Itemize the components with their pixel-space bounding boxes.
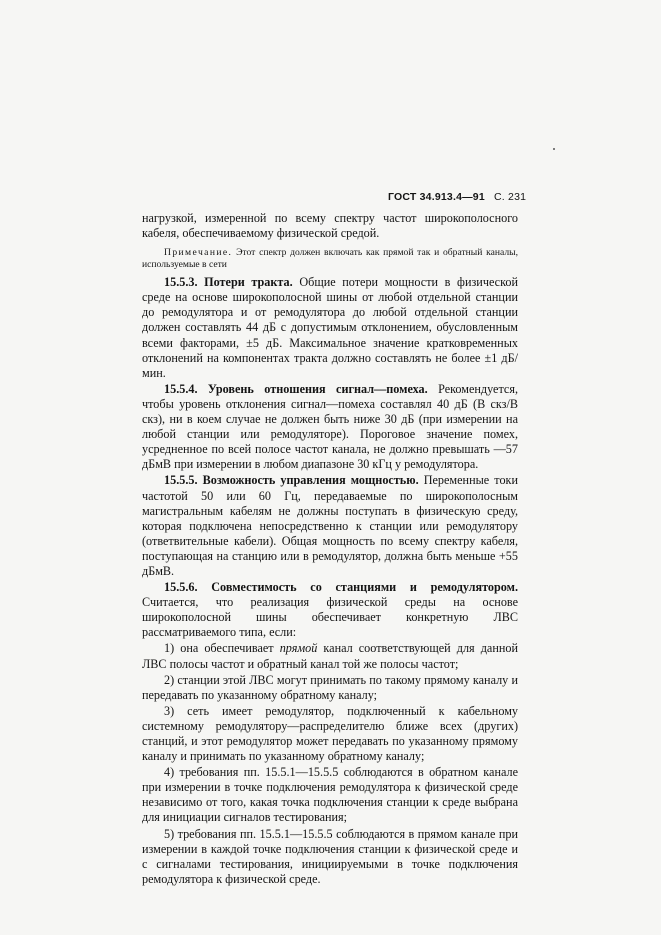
list-item-text: 2) станции этой ЛВС могут принимать по такому прямому каналу и передавать по указанному обратному каналу;: [142, 672, 518, 702]
section-text: Рекомендуется, чтобы уровень отклонения сигнал—помеха составлял 40 дБ (В скз/В скз), ни в коем случае не должен быть ниже 30 дБ (при измерении на любой станции или ремодуляторе). Пороговое значение помех, усредненное по всей полосе частот канала, не должно превышать —57 дБмВ при измерении в любом диапазоне 30 кГц у ремодулятора.: [142, 381, 518, 472]
section-heading: 15.5.6. Совместимость со станциями и ремодулятором.: [164, 580, 518, 595]
page-header: [388, 191, 526, 203]
section-15-5-4: [142, 382, 518, 473]
list-item-text: 5) требования пп. 15.5.1—15.5.5 соблюдаются в прямом канале при измерении в каждой точке подключения станции к физической среде и с сигналами тестирования, инициируемыми в точке подключения ремодулятора к физической среде.: [142, 826, 518, 886]
list-item-5: [142, 827, 518, 887]
list-item-pre: 1) она обеспечивает: [164, 641, 280, 656]
continuation-paragraph: [142, 211, 518, 241]
list-item-emphasis: прямой: [279, 641, 318, 656]
section-text: Общие потери мощности в физической среде на основе широкополосной шины от любой отдельной станции до ремодулятора и от ремодулятора до любой отдельной станции должен составлять 44 дБ с допустимым отклонением, обусловленным всеми факторами, ±5 дБ. Максимальное значение кратковременных отклонений на компонентах тракта должно составлять не более ±1 дБ/мин.: [142, 275, 518, 380]
document-body: [142, 211, 518, 888]
list-item-text: канал соответствующей для данной ЛВС полосы частот и обратный канал той же полосы частот;: [142, 641, 519, 671]
list-item-1: [142, 641, 518, 671]
section-15-5-6: [142, 580, 518, 640]
list-item-text: 4) требования пп. 15.5.1—15.5.5 соблюдаются в обратном канале при измерении в точке подключения ремодулятора к физической среде независимо от того, какая точка подключения станции к среде выбрана для инициации сигналов тестирования;: [142, 765, 518, 825]
note-label: Примечание.: [164, 247, 233, 259]
list-item-4: [142, 765, 518, 825]
list-item-2: [142, 673, 518, 703]
section-15-5-5: [142, 473, 518, 579]
section-heading: 15.5.5. Возможность управления мощностью.: [164, 473, 419, 488]
section-15-5-3: [142, 275, 518, 381]
list-item-text: 3) сеть имеет ремодулятор, подключенный к кабельному системному ремодулятору—распределителю ближе всех (других) станций, и этот ремодулятор может передавать по указанному прямому каналу и принимать по указанному обратному каналу;: [142, 703, 518, 764]
section-text: Считается, что реализация физической среды на основе широкополосной шины обеспечивает конкретную ЛВС рассматриваемого типа, если:: [142, 595, 518, 640]
section-heading: 15.5.4. Уровень отношения сигнал—помеха.: [164, 381, 428, 396]
page-number: С. 231: [494, 191, 527, 203]
section-heading: 15.5.3. Потери тракта.: [164, 275, 293, 290]
note-paragraph: [142, 247, 518, 271]
standard-number: ГОСТ 34.913.4—91: [388, 191, 485, 203]
scan-speck: [553, 148, 555, 150]
section-text: Переменные токи частотой 50 или 60 Гц, передаваемые по широкополосным магистральным кабелям не должны поступать в физическую среду, которая подключена непосредственно к станции или ремодулятору (ответвительные кабели). Общая мощность по всему спектру кабеля, поступающая на станцию или в ремодулятор, должна быть меньше +55 дБмВ.: [142, 473, 518, 578]
note-text: Этот спектр должен включать как прямой так и обратный каналы, используемые в сети: [142, 247, 518, 271]
paragraph-text: нагрузкой, измеренной по всему спектру частот широкополосного кабеля, обеспечиваемому физической средой.: [142, 211, 518, 241]
list-item-3: [142, 704, 518, 764]
